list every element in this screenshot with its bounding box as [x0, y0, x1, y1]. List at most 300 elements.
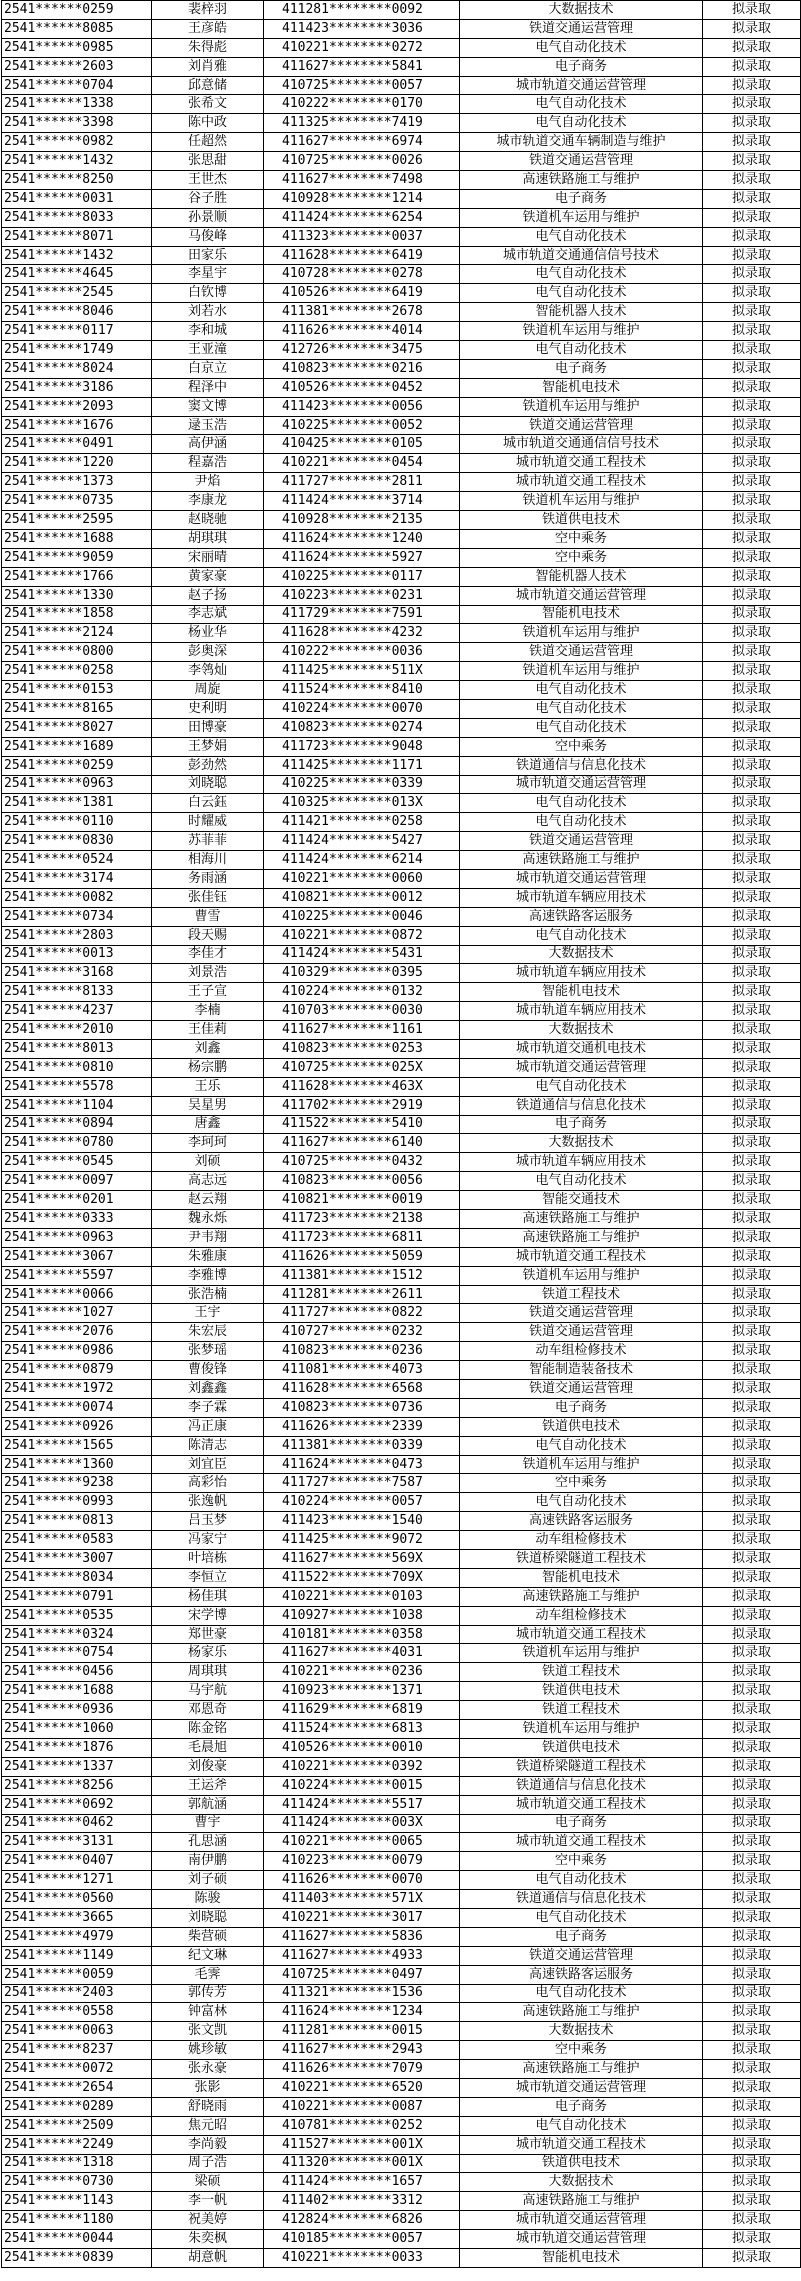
table-row — [2, 926, 801, 945]
admission-status-cell: 拟录取 — [703, 38, 801, 57]
table-row — [2, 1247, 801, 1266]
candidate-number-cell: 2541******1318 — [2, 2154, 152, 2173]
student-name-cell: 周旋 — [152, 681, 264, 700]
table-row — [2, 1927, 801, 1946]
id-number-cell: 410329********0395 — [264, 964, 460, 983]
student-name-cell: 刘子硕 — [152, 1871, 264, 1890]
major-cell: 铁道供电技术 — [460, 1682, 703, 1701]
id-number-cell: 410728********0278 — [264, 265, 460, 284]
major-cell: 城市轨道车辆应用技术 — [460, 1002, 703, 1021]
major-cell: 铁道通信与信息化技术 — [460, 1890, 703, 1909]
student-name-cell: 郭航涵 — [152, 1795, 264, 1814]
student-name-cell: 尹焰 — [152, 473, 264, 492]
id-number-cell: 410703********0030 — [264, 1002, 460, 1021]
student-name-cell: 李尚毅 — [152, 2135, 264, 2154]
table-row — [2, 529, 801, 548]
major-cell: 高速铁路施工与维护 — [460, 1228, 703, 1247]
id-number-cell: 411723********6811 — [264, 1228, 460, 1247]
id-number-cell: 411628********6568 — [264, 1380, 460, 1399]
student-name-cell: 梁硕 — [152, 2173, 264, 2192]
major-cell: 电气自动化技术 — [460, 284, 703, 303]
candidate-number-cell: 2541******0324 — [2, 1625, 152, 1644]
student-name-cell: 张浩楠 — [152, 1285, 264, 1304]
student-name-cell: 李志斌 — [152, 605, 264, 624]
candidate-number-cell: 2541******0791 — [2, 1587, 152, 1606]
student-name-cell: 王彦皓 — [152, 19, 264, 38]
student-name-cell: 裴梓羽 — [152, 1, 264, 20]
student-name-cell: 王亚潼 — [152, 341, 264, 360]
id-number-cell: 411425********9072 — [264, 1531, 460, 1550]
major-cell: 电子商务 — [460, 1927, 703, 1946]
major-cell: 电气自动化技术 — [460, 1493, 703, 1512]
table-row — [2, 2078, 801, 2097]
major-cell: 智能机器人技术 — [460, 567, 703, 586]
table-row — [2, 2022, 801, 2041]
table-row — [2, 832, 801, 851]
student-name-cell: 毛晨旭 — [152, 1738, 264, 1757]
student-name-cell: 焦元昭 — [152, 2116, 264, 2135]
table-row — [2, 1285, 801, 1304]
table-row — [2, 775, 801, 794]
table-row — [2, 303, 801, 322]
student-name-cell: 高彩怡 — [152, 1474, 264, 1493]
admission-status-cell: 拟录取 — [703, 605, 801, 624]
major-cell: 铁道机车运用与维护 — [460, 1455, 703, 1474]
table-row — [2, 416, 801, 435]
student-name-cell: 曹俊锋 — [152, 1361, 264, 1380]
id-number-cell: 410927********1038 — [264, 1606, 460, 1625]
major-cell: 电气自动化技术 — [460, 265, 703, 284]
admission-status-cell: 拟录取 — [703, 813, 801, 832]
student-name-cell: 李雅博 — [152, 1266, 264, 1285]
table-row — [2, 1210, 801, 1229]
table-row — [2, 1115, 801, 1134]
student-name-cell: 王佳莉 — [152, 1021, 264, 1040]
major-cell: 电子商务 — [460, 189, 703, 208]
candidate-number-cell: 2541******2545 — [2, 284, 152, 303]
id-number-cell: 410928********2135 — [264, 511, 460, 530]
admission-status-cell: 拟录取 — [703, 1814, 801, 1833]
student-name-cell: 钟富林 — [152, 2003, 264, 2022]
major-cell: 电子商务 — [460, 2097, 703, 2116]
id-number-cell: 410221********0087 — [264, 2097, 460, 2116]
candidate-number-cell: 2541******8024 — [2, 359, 152, 378]
id-number-cell: 411424********5517 — [264, 1795, 460, 1814]
table-row — [2, 1455, 801, 1474]
id-number-cell: 411527********001X — [264, 2135, 460, 2154]
major-cell: 城市轨道交通运营管理 — [460, 586, 703, 605]
table-row — [2, 454, 801, 473]
candidate-number-cell: 2541******0153 — [2, 681, 152, 700]
admission-status-cell: 拟录取 — [703, 2192, 801, 2211]
student-name-cell: 朱得彪 — [152, 38, 264, 57]
student-name-cell: 陈中政 — [152, 114, 264, 133]
candidate-number-cell: 2541******8133 — [2, 983, 152, 1002]
candidate-number-cell: 2541******1149 — [2, 1946, 152, 1965]
id-number-cell: 410221********6520 — [264, 2078, 460, 2097]
student-name-cell: 邱意储 — [152, 76, 264, 95]
student-name-cell: 张思甜 — [152, 152, 264, 171]
student-name-cell: 张佳钰 — [152, 888, 264, 907]
id-number-cell: 410821********0019 — [264, 1191, 460, 1210]
major-cell: 城市轨道交通运营管理 — [460, 2211, 703, 2230]
id-number-cell: 411524********6813 — [264, 1720, 460, 1739]
student-name-cell: 南伊鹏 — [152, 1852, 264, 1871]
table-row — [2, 1606, 801, 1625]
candidate-number-cell: 2541******1432 — [2, 152, 152, 171]
student-name-cell: 刘硕 — [152, 1153, 264, 1172]
major-cell: 铁道桥梁隧道工程技术 — [460, 1757, 703, 1776]
table-row — [2, 1228, 801, 1247]
table-row — [2, 1871, 801, 1890]
student-name-cell: 刘宜臣 — [152, 1455, 264, 1474]
id-number-cell: 411627********4933 — [264, 1946, 460, 1965]
table-row — [2, 1663, 801, 1682]
id-number-cell: 410225********0052 — [264, 416, 460, 435]
candidate-number-cell: 2541******1143 — [2, 2192, 152, 2211]
table-row — [2, 114, 801, 133]
candidate-number-cell: 2541******1337 — [2, 1757, 152, 1776]
admission-status-cell: 拟录取 — [703, 2248, 801, 2267]
id-number-cell: 410526********6419 — [264, 284, 460, 303]
major-cell: 城市轨道交通车辆制造与维护 — [460, 133, 703, 152]
student-name-cell: 王子宣 — [152, 983, 264, 1002]
table-row — [2, 1512, 801, 1531]
table-row — [2, 1701, 801, 1720]
candidate-number-cell: 2541******0985 — [2, 38, 152, 57]
admission-status-cell: 拟录取 — [703, 1871, 801, 1890]
id-number-cell: 411081********4073 — [264, 1361, 460, 1380]
admission-status-cell: 拟录取 — [703, 1134, 801, 1153]
admission-status-cell: 拟录取 — [703, 1625, 801, 1644]
student-name-cell: 黄家豪 — [152, 567, 264, 586]
id-number-cell: 411627********1161 — [264, 1021, 460, 1040]
candidate-number-cell: 2541******0259 — [2, 756, 152, 775]
candidate-number-cell: 2541******0407 — [2, 1852, 152, 1871]
major-cell: 铁道工程技术 — [460, 1285, 703, 1304]
admission-status-cell: 拟录取 — [703, 888, 801, 907]
admission-status-cell: 拟录取 — [703, 1247, 801, 1266]
candidate-number-cell: 2541******1689 — [2, 737, 152, 756]
candidate-number-cell: 2541******8237 — [2, 2041, 152, 2060]
table-row — [2, 1946, 801, 1965]
major-cell: 空中乘务 — [460, 1852, 703, 1871]
table-row — [2, 1644, 801, 1663]
student-name-cell: 姚珍敏 — [152, 2041, 264, 2060]
major-cell: 城市轨道交通运营管理 — [460, 2078, 703, 2097]
admission-status-cell: 拟录取 — [703, 2230, 801, 2249]
major-cell: 智能机器人技术 — [460, 303, 703, 322]
major-cell: 铁道机车运用与维护 — [460, 322, 703, 341]
admission-status-cell: 拟录取 — [703, 1096, 801, 1115]
id-number-cell: 410224********0015 — [264, 1776, 460, 1795]
candidate-number-cell: 2541******1381 — [2, 794, 152, 813]
admission-status-cell: 拟录取 — [703, 1908, 801, 1927]
major-cell: 城市轨道交通工程技术 — [460, 473, 703, 492]
major-cell: 电气自动化技术 — [460, 1984, 703, 2003]
table-row — [2, 851, 801, 870]
id-number-cell: 411627********6974 — [264, 133, 460, 152]
table-row — [2, 1398, 801, 1417]
student-name-cell: 张文凯 — [152, 2022, 264, 2041]
admission-status-cell: 拟录取 — [703, 2078, 801, 2097]
table-row — [2, 1417, 801, 1436]
candidate-number-cell: 2541******2249 — [2, 2135, 152, 2154]
id-number-cell: 411727********7587 — [264, 1474, 460, 1493]
student-name-cell: 胡意帆 — [152, 2248, 264, 2267]
admission-status-cell: 拟录取 — [703, 133, 801, 152]
table-row — [2, 1436, 801, 1455]
student-name-cell: 田博豪 — [152, 718, 264, 737]
candidate-number-cell: 2541******0259 — [2, 1, 152, 20]
admission-status-cell: 拟录取 — [703, 2041, 801, 2060]
admission-status-cell: 拟录取 — [703, 1380, 801, 1399]
id-number-cell: 411627********569X — [264, 1550, 460, 1569]
id-number-cell: 410725********0057 — [264, 76, 460, 95]
id-number-cell: 410221********3017 — [264, 1908, 460, 1927]
student-name-cell: 张梦瑶 — [152, 1342, 264, 1361]
table-row — [2, 718, 801, 737]
table-row — [2, 586, 801, 605]
student-name-cell: 赵子扬 — [152, 586, 264, 605]
major-cell: 电气自动化技术 — [460, 2116, 703, 2135]
admission-status-cell: 拟录取 — [703, 1927, 801, 1946]
admission-status-cell: 拟录取 — [703, 1606, 801, 1625]
id-number-cell: 410224********0132 — [264, 983, 460, 1002]
table-row — [2, 2230, 801, 2249]
admission-status-cell: 拟录取 — [703, 2173, 801, 2192]
major-cell: 空中乘务 — [460, 548, 703, 567]
major-cell: 电气自动化技术 — [460, 813, 703, 832]
table-row — [2, 1833, 801, 1852]
student-name-cell: 胡琪琪 — [152, 529, 264, 548]
admission-status-cell: 拟录取 — [703, 57, 801, 76]
major-cell: 城市轨道交通工程技术 — [460, 1247, 703, 1266]
admission-status-cell: 拟录取 — [703, 1210, 801, 1229]
candidate-number-cell: 2541******0201 — [2, 1191, 152, 1210]
admission-status-cell: 拟录取 — [703, 1266, 801, 1285]
major-cell: 电气自动化技术 — [460, 1871, 703, 1890]
admission-status-cell: 拟录取 — [703, 1682, 801, 1701]
admission-status-cell: 拟录取 — [703, 737, 801, 756]
admission-status-cell: 拟录取 — [703, 1720, 801, 1739]
admission-status-cell: 拟录取 — [703, 454, 801, 473]
student-name-cell: 张希文 — [152, 95, 264, 114]
id-number-cell: 411325********7419 — [264, 114, 460, 133]
major-cell: 智能机电技术 — [460, 2248, 703, 2267]
student-name-cell: 窦文博 — [152, 397, 264, 416]
id-number-cell: 411402********3312 — [264, 2192, 460, 2211]
candidate-number-cell: 2541******2076 — [2, 1323, 152, 1342]
major-cell: 电气自动化技术 — [460, 1908, 703, 1927]
id-number-cell: 410823********0236 — [264, 1342, 460, 1361]
student-name-cell: 李和城 — [152, 322, 264, 341]
id-number-cell: 410225********0046 — [264, 907, 460, 926]
major-cell: 城市轨道车辆应用技术 — [460, 964, 703, 983]
major-cell: 铁道机车运用与维护 — [460, 624, 703, 643]
admission-status-cell: 拟录取 — [703, 1285, 801, 1304]
admission-status-cell: 拟录取 — [703, 1058, 801, 1077]
student-name-cell: 张影 — [152, 2078, 264, 2097]
table-row — [2, 1021, 801, 1040]
candidate-number-cell: 2541******1220 — [2, 454, 152, 473]
id-number-cell: 410823********0736 — [264, 1398, 460, 1417]
major-cell: 铁道机车运用与维护 — [460, 397, 703, 416]
student-name-cell: 彭劲然 — [152, 756, 264, 775]
major-cell: 铁道机车运用与维护 — [460, 208, 703, 227]
student-name-cell: 高志远 — [152, 1172, 264, 1191]
table-row — [2, 1720, 801, 1739]
admission-status-cell: 拟录取 — [703, 284, 801, 303]
table-row — [2, 813, 801, 832]
candidate-number-cell: 2541******0333 — [2, 1210, 152, 1229]
admission-status-cell: 拟录取 — [703, 2211, 801, 2230]
student-name-cell: 李康龙 — [152, 492, 264, 511]
table-row — [2, 38, 801, 57]
candidate-number-cell: 2541******2654 — [2, 2078, 152, 2097]
admission-status-cell: 拟录取 — [703, 586, 801, 605]
major-cell: 铁道交通运营管理 — [460, 1304, 703, 1323]
student-name-cell: 刘肖雅 — [152, 57, 264, 76]
candidate-number-cell: 2541******0558 — [2, 2003, 152, 2022]
major-cell: 城市轨道交通运营管理 — [460, 775, 703, 794]
major-cell: 电气自动化技术 — [460, 1077, 703, 1096]
major-cell: 铁道通信与信息化技术 — [460, 1096, 703, 1115]
table-row — [2, 1039, 801, 1058]
candidate-number-cell: 2541******1858 — [2, 605, 152, 624]
admission-status-cell: 拟录取 — [703, 851, 801, 870]
major-cell: 大数据技术 — [460, 1134, 703, 1153]
candidate-number-cell: 2541******3398 — [2, 114, 152, 133]
candidate-number-cell: 2541******0735 — [2, 492, 152, 511]
admission-status-cell: 拟录取 — [703, 2022, 801, 2041]
major-cell: 铁道机车运用与维护 — [460, 1266, 703, 1285]
table-body — [2, 1, 801, 2268]
admission-status-cell: 拟录取 — [703, 76, 801, 95]
table-row — [2, 1550, 801, 1569]
candidate-number-cell: 2541******0063 — [2, 2022, 152, 2041]
major-cell: 铁道机车运用与维护 — [460, 1720, 703, 1739]
candidate-number-cell: 2541******0754 — [2, 1644, 152, 1663]
candidate-number-cell: 2541******1565 — [2, 1436, 152, 1455]
admission-status-cell: 拟录取 — [703, 1890, 801, 1909]
id-number-cell: 411425********511X — [264, 662, 460, 681]
admission-status-cell: 拟录取 — [703, 416, 801, 435]
candidate-number-cell: 2541******9059 — [2, 548, 152, 567]
candidate-number-cell: 2541******0535 — [2, 1606, 152, 1625]
id-number-cell: 411425********1171 — [264, 756, 460, 775]
student-name-cell: 杨业华 — [152, 624, 264, 643]
id-number-cell: 410325********013X — [264, 794, 460, 813]
student-name-cell: 李鸰灿 — [152, 662, 264, 681]
candidate-number-cell: 2541******0545 — [2, 1153, 152, 1172]
major-cell: 城市轨道交通工程技术 — [460, 1833, 703, 1852]
major-cell: 城市轨道交通运营管理 — [460, 1058, 703, 1077]
id-number-cell: 411629********6819 — [264, 1701, 460, 1720]
student-name-cell: 魏永烁 — [152, 1210, 264, 1229]
table-row — [2, 152, 801, 171]
major-cell: 智能机电技术 — [460, 378, 703, 397]
table-row — [2, 1096, 801, 1115]
table-row — [2, 511, 801, 530]
id-number-cell: 410221********0060 — [264, 869, 460, 888]
table-row — [2, 2135, 801, 2154]
candidate-number-cell: 2541******0560 — [2, 1890, 152, 1909]
student-name-cell: 舒晓雨 — [152, 2097, 264, 2116]
candidate-number-cell: 2541******0044 — [2, 2230, 152, 2249]
major-cell: 电气自动化技术 — [460, 38, 703, 57]
major-cell: 智能机电技术 — [460, 1568, 703, 1587]
major-cell: 电气自动化技术 — [460, 1172, 703, 1191]
candidate-number-cell: 2541******8027 — [2, 718, 152, 737]
id-number-cell: 411729********7591 — [264, 605, 460, 624]
table-row — [2, 1738, 801, 1757]
major-cell: 智能制造装备技术 — [460, 1361, 703, 1380]
admission-status-cell: 拟录取 — [703, 1417, 801, 1436]
candidate-number-cell: 2541******1027 — [2, 1304, 152, 1323]
candidate-number-cell: 2541******8033 — [2, 208, 152, 227]
admission-status-cell: 拟录取 — [703, 2135, 801, 2154]
candidate-number-cell: 2541******0097 — [2, 1172, 152, 1191]
admission-status-cell: 拟录取 — [703, 1323, 801, 1342]
major-cell: 电子商务 — [460, 1398, 703, 1417]
admission-status-cell: 拟录取 — [703, 341, 801, 360]
admission-status-cell: 拟录取 — [703, 1, 801, 20]
student-name-cell: 相海川 — [152, 851, 264, 870]
candidate-number-cell: 2541******0813 — [2, 1512, 152, 1531]
admission-status-cell: 拟录取 — [703, 567, 801, 586]
id-number-cell: 410221********0236 — [264, 1663, 460, 1682]
table-row — [2, 435, 801, 454]
id-number-cell: 410725********0497 — [264, 1965, 460, 1984]
admission-status-cell: 拟录取 — [703, 832, 801, 851]
id-number-cell: 411624********0473 — [264, 1455, 460, 1474]
major-cell: 高速铁路客运服务 — [460, 1512, 703, 1531]
admission-status-cell: 拟录取 — [703, 794, 801, 813]
student-name-cell: 周子浩 — [152, 2154, 264, 2173]
table-row — [2, 76, 801, 95]
student-name-cell: 高伊涵 — [152, 435, 264, 454]
major-cell: 城市轨道交通运营管理 — [460, 76, 703, 95]
id-number-cell: 412726********3475 — [264, 341, 460, 360]
id-number-cell: 411423********3036 — [264, 19, 460, 38]
id-number-cell: 411627********2943 — [264, 2041, 460, 2060]
student-name-cell: 白云鈺 — [152, 794, 264, 813]
admission-status-cell: 拟录取 — [703, 492, 801, 511]
table-row — [2, 322, 801, 341]
candidate-number-cell: 2541******0289 — [2, 2097, 152, 2116]
student-name-cell: 李佳才 — [152, 945, 264, 964]
candidate-number-cell: 2541******4979 — [2, 1927, 152, 1946]
major-cell: 高速铁路施工与维护 — [460, 171, 703, 190]
major-cell: 城市轨道交通工程技术 — [460, 1625, 703, 1644]
candidate-number-cell: 2541******0780 — [2, 1134, 152, 1153]
id-number-cell: 410823********0056 — [264, 1172, 460, 1191]
major-cell: 城市轨道交通通信信号技术 — [460, 435, 703, 454]
id-number-cell: 410223********0079 — [264, 1852, 460, 1871]
admission-status-cell: 拟录取 — [703, 1568, 801, 1587]
id-number-cell: 411424********3714 — [264, 492, 460, 511]
table-row — [2, 2211, 801, 2230]
admission-status-cell: 拟录取 — [703, 1474, 801, 1493]
student-name-cell: 马宇航 — [152, 1682, 264, 1701]
candidate-number-cell: 2541******0963 — [2, 1228, 152, 1247]
id-number-cell: 411628********463X — [264, 1077, 460, 1096]
table-row — [2, 662, 801, 681]
student-name-cell: 赵云翔 — [152, 1191, 264, 1210]
candidate-number-cell: 2541******0986 — [2, 1342, 152, 1361]
admission-status-cell: 拟录取 — [703, 1172, 801, 1191]
